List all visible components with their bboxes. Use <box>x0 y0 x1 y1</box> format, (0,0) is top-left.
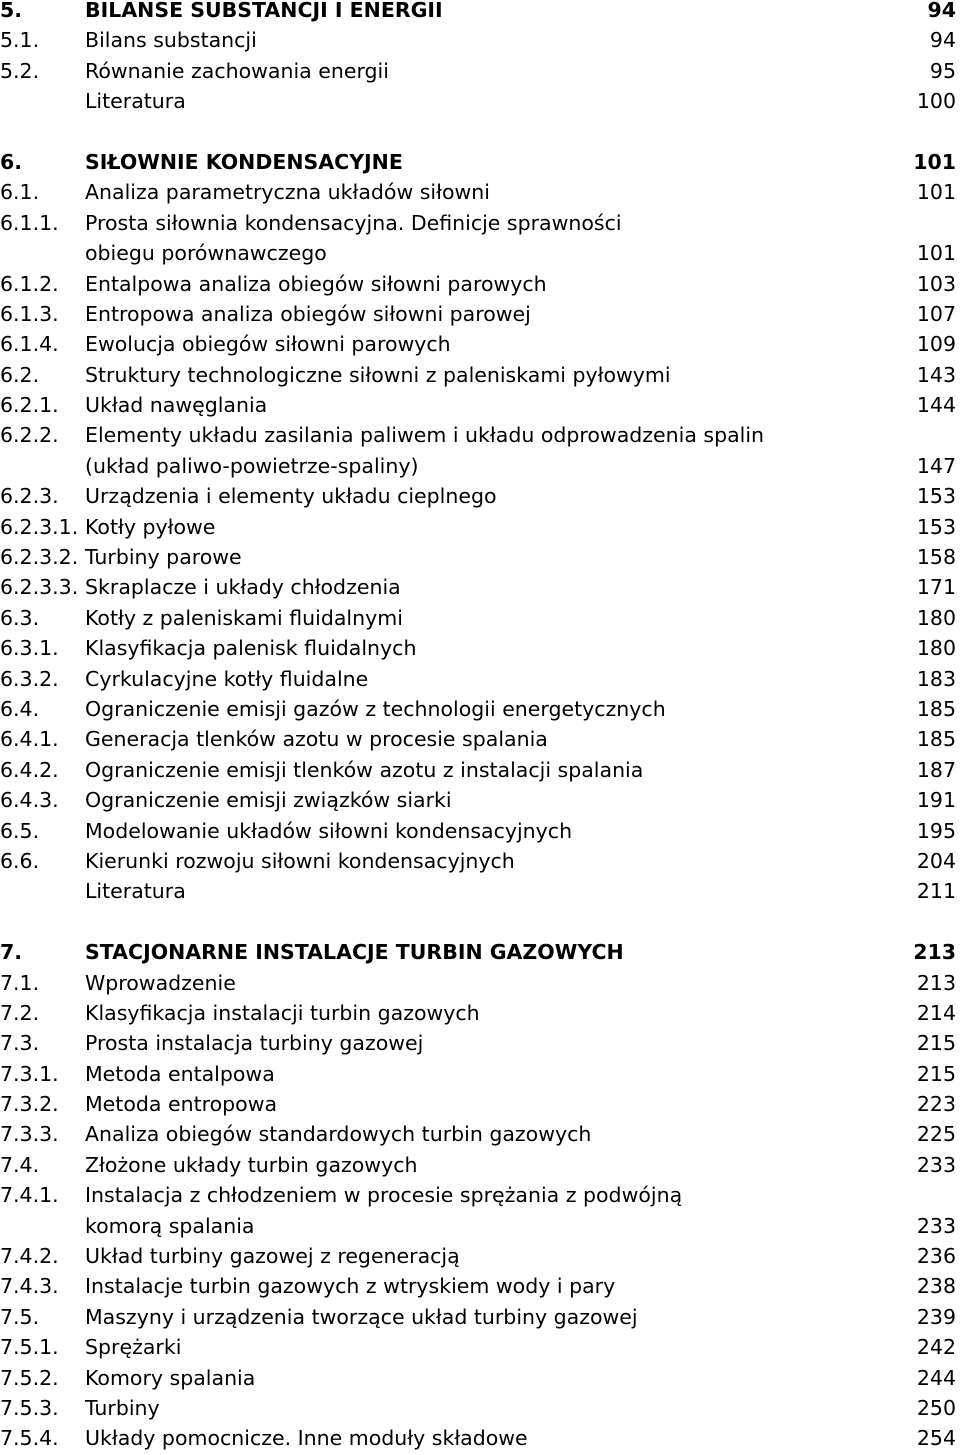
section-title: Kierunki rozwoju siłowni kondensacyjnych <box>85 848 515 873</box>
page-number: 180 <box>916 605 956 630</box>
page-number: 185 <box>916 727 956 752</box>
toc-chapter-row <box>0 0 960 25</box>
section-title: Równanie zachowania energii <box>85 58 389 83</box>
page-number: 107 <box>916 301 956 326</box>
page-number: 95 <box>929 58 956 83</box>
section-number: 7.4.3. <box>0 1274 59 1299</box>
section-number: 6.4.3. <box>0 788 59 813</box>
page-number: 204 <box>916 848 956 873</box>
section-number: 7.3.3. <box>0 1122 59 1147</box>
section-title: Elementy układu zasilania paliwem i układu odprowadzenia spalin <box>85 423 765 448</box>
section-number: 5.1. <box>0 28 40 53</box>
toc-entry-row <box>0 694 960 724</box>
section-number: 6.3. <box>0 605 40 630</box>
toc-entry-row <box>0 481 960 511</box>
section-title: Układy pomocnicze. Inne moduły składowe <box>85 1426 528 1451</box>
section-number: 6. <box>0 149 23 174</box>
toc-chapter-row <box>0 147 960 177</box>
page-number: 187 <box>916 757 956 782</box>
section-title: STACJONARNE INSTALACJE TURBIN GAZOWYCH <box>85 940 624 965</box>
section-title: komorą spalania <box>85 1213 255 1238</box>
section-title: SIŁOWNIE KONDENSACYJNE <box>85 149 403 174</box>
page-number: 244 <box>916 1365 956 1390</box>
section-number: 7. <box>0 940 23 965</box>
toc-entry-row <box>0 998 960 1028</box>
section-number: 7.5.1. <box>0 1335 59 1360</box>
section-number: 7.3.2. <box>0 1092 59 1117</box>
section-title: Ewolucja obiegów siłowni parowych <box>85 332 451 357</box>
section-title: (układ paliwo-powietrze-spaliny) <box>85 453 419 478</box>
section-title: Sprężarki <box>85 1335 182 1360</box>
section-title: Klasyfikacja instalacji turbin gazowych <box>85 1000 480 1025</box>
section-number: 6.1.4. <box>0 332 59 357</box>
section-number: 7.4.2. <box>0 1244 59 1269</box>
page-number: 171 <box>916 575 956 600</box>
section-title: Turbiny <box>85 1395 160 1420</box>
section-title: Prosta siłownia kondensacyjna. Definicje sprawności <box>85 210 622 235</box>
page-number: 153 <box>916 514 956 539</box>
section-number: 6.2.2. <box>0 423 59 448</box>
section-title: Generacja tlenków azotu w procesie spalania <box>85 727 548 752</box>
section-number: 7.3. <box>0 1031 40 1056</box>
toc-chapter-row <box>0 937 960 967</box>
section-title: Złożone układy turbin gazowych <box>85 1152 418 1177</box>
toc-entry-row <box>0 1089 960 1119</box>
toc-entry-row <box>0 208 960 238</box>
toc-entry-row <box>0 1119 960 1149</box>
page-number: 101 <box>916 180 956 205</box>
page-number: 180 <box>916 636 956 661</box>
toc-entry-row <box>0 724 960 754</box>
section-title: Turbiny parowe <box>85 545 242 570</box>
section-title: Bilans substancji <box>85 28 257 53</box>
toc-entry-row <box>0 846 960 876</box>
section-number: 6.3.1. <box>0 636 59 661</box>
toc-entry-row <box>0 1059 960 1089</box>
page-number: 101 <box>916 241 956 266</box>
page-number: 100 <box>916 89 956 114</box>
section-number: 6.2. <box>0 362 40 387</box>
section-number: 5.2. <box>0 58 40 83</box>
toc-entry-row <box>0 1423 960 1453</box>
page-number: 143 <box>916 362 956 387</box>
section-title: Entalpowa analiza obiegów siłowni parowych <box>85 271 547 296</box>
toc-entry-row <box>0 1241 960 1271</box>
section-number: 6.1.3. <box>0 301 59 326</box>
section-number: 7.5.3. <box>0 1395 59 1420</box>
toc-entry-row <box>0 269 960 299</box>
section-title: Urządzenia i elementy układu cieplnego <box>85 484 497 509</box>
section-number: 7.4.1. <box>0 1183 59 1208</box>
page-number: 109 <box>916 332 956 357</box>
page-number: 94 <box>929 28 956 53</box>
toc-entry-row <box>0 572 960 602</box>
toc-entry-row <box>0 1393 960 1423</box>
page-number: 153 <box>916 484 956 509</box>
section-number: 6.2.1. <box>0 393 59 418</box>
section-title: Maszyny i urządzenia tworzące układ turbiny gazowej <box>85 1304 638 1329</box>
section-number: 7.5.2. <box>0 1365 59 1390</box>
section-title: Instalacja z chłodzeniem w procesie sprężania z podwójną <box>85 1183 683 1208</box>
page-number: 195 <box>916 818 956 843</box>
section-title: Literatura <box>85 89 186 114</box>
section-number: 7.2. <box>0 1000 40 1025</box>
section-number: 6.4.1. <box>0 727 59 752</box>
section-title: Wprowadzenie <box>85 970 236 995</box>
toc-entry-row <box>0 664 960 694</box>
section-title: Ograniczenie emisji tlenków azotu z instalacji spalania <box>85 757 644 782</box>
toc-entry-row <box>0 420 960 450</box>
page-number: 238 <box>916 1274 956 1299</box>
page-number: 214 <box>916 1000 956 1025</box>
section-title: Literatura <box>85 879 186 904</box>
section-number: 6.2.3.1. <box>0 514 79 539</box>
page-number: 254 <box>916 1426 956 1451</box>
section-title: Układ nawęglania <box>85 393 268 418</box>
page-number: 223 <box>916 1092 956 1117</box>
toc-entry-row <box>0 785 960 815</box>
toc-entry-row <box>0 633 960 663</box>
page-number: 101 <box>913 149 956 174</box>
toc-entry-row <box>0 542 960 572</box>
page-number: 213 <box>913 940 956 965</box>
section-title: Ograniczenie emisji gazów z technologii energetycznych <box>85 696 666 721</box>
page-number: 213 <box>916 970 956 995</box>
section-title: Metoda entropowa <box>85 1092 278 1117</box>
section-number: 7.5. <box>0 1304 40 1329</box>
toc-entry-row <box>0 1211 960 1241</box>
section-number: 6.3.2. <box>0 666 59 691</box>
section-title: BILANSE SUBSTANCJI I ENERGII <box>85 0 443 22</box>
toc-entry-row <box>0 25 960 55</box>
page-number: 233 <box>916 1213 956 1238</box>
toc-entry-row <box>0 451 960 481</box>
page-number: 147 <box>916 453 956 478</box>
toc-entry-row <box>0 1180 960 1210</box>
toc-entry-row <box>0 968 960 998</box>
section-title: Skraplacze i układy chłodzenia <box>85 575 401 600</box>
page-number: 233 <box>916 1152 956 1177</box>
section-title: Układ turbiny gazowej z regeneracją <box>85 1244 460 1269</box>
toc-entry-row <box>0 1028 960 1058</box>
page-number: 94 <box>927 0 956 22</box>
toc-entry-row <box>0 1271 960 1301</box>
toc-entry-row <box>0 177 960 207</box>
page-number: 211 <box>916 879 956 904</box>
section-number: 6.1.1. <box>0 210 59 235</box>
section-number: 7.3.1. <box>0 1061 59 1086</box>
section-title: Modelowanie układów siłowni kondensacyjnych <box>85 818 573 843</box>
page-number: 215 <box>916 1061 956 1086</box>
toc-entry-row <box>0 876 960 906</box>
section-number: 6.2.3.3. <box>0 575 79 600</box>
page-number: 191 <box>916 788 956 813</box>
page-number: 144 <box>916 393 956 418</box>
section-title: Entropowa analiza obiegów siłowni parowej <box>85 301 531 326</box>
section-number: 6.1. <box>0 180 40 205</box>
toc-entry-row <box>0 1302 960 1332</box>
section-title: Komory spalania <box>85 1365 256 1390</box>
page-number: 183 <box>916 666 956 691</box>
toc-entry-row <box>0 1363 960 1393</box>
section-title: Prosta instalacja turbiny gazowej <box>85 1031 424 1056</box>
page-number: 215 <box>916 1031 956 1056</box>
section-gap <box>0 907 960 937</box>
toc-entry-row <box>0 755 960 785</box>
section-title: Struktury technologiczne siłowni z paleniskami pyłowymi <box>85 362 671 387</box>
toc-entry-row <box>0 603 960 633</box>
page-number: 236 <box>916 1244 956 1269</box>
toc-entry-row <box>0 86 960 116</box>
section-title: Analiza obiegów standardowych turbin gazowych <box>85 1122 592 1147</box>
section-number: 5. <box>0 0 23 22</box>
toc-entry-row <box>0 56 960 86</box>
toc-entry-row <box>0 512 960 542</box>
page-number: 225 <box>916 1122 956 1147</box>
section-number: 6.2.3. <box>0 484 59 509</box>
section-title: Metoda entalpowa <box>85 1061 275 1086</box>
toc-entry-row <box>0 1332 960 1362</box>
section-number: 7.4. <box>0 1152 40 1177</box>
section-title: Cyrkulacyjne kotły fluidalne <box>85 666 369 691</box>
section-number: 6.5. <box>0 818 40 843</box>
toc-entry-row <box>0 299 960 329</box>
page-number: 158 <box>916 545 956 570</box>
section-title: obiegu porównawczego <box>85 241 327 266</box>
section-title: Kotły z paleniskami fluidalnymi <box>85 605 403 630</box>
toc-entry-row <box>0 816 960 846</box>
page-number: 185 <box>916 696 956 721</box>
section-title: Instalacje turbin gazowych z wtryskiem wody i pary <box>85 1274 616 1299</box>
section-number: 7.1. <box>0 970 40 995</box>
toc-entry-row <box>0 329 960 359</box>
section-number: 7.5.4. <box>0 1426 59 1451</box>
section-title: Klasyfikacja palenisk fluidalnych <box>85 636 417 661</box>
section-number: 6.4.2. <box>0 757 59 782</box>
page-number: 103 <box>916 271 956 296</box>
section-title: Ograniczenie emisji związków siarki <box>85 788 452 813</box>
page-number: 239 <box>916 1304 956 1329</box>
section-title: Analiza parametryczna układów siłowni <box>85 180 490 205</box>
page-number: 250 <box>916 1395 956 1420</box>
section-number: 6.4. <box>0 696 40 721</box>
toc-entry-row <box>0 1150 960 1180</box>
section-number: 6.1.2. <box>0 271 59 296</box>
section-title: Kotły pyłowe <box>85 514 216 539</box>
section-gap <box>0 117 960 147</box>
toc-entry-row <box>0 360 960 390</box>
section-number: 6.6. <box>0 848 40 873</box>
toc-entry-row <box>0 238 960 268</box>
section-number: 6.2.3.2. <box>0 545 79 570</box>
page-number: 242 <box>916 1335 956 1360</box>
toc-entry-row <box>0 390 960 420</box>
